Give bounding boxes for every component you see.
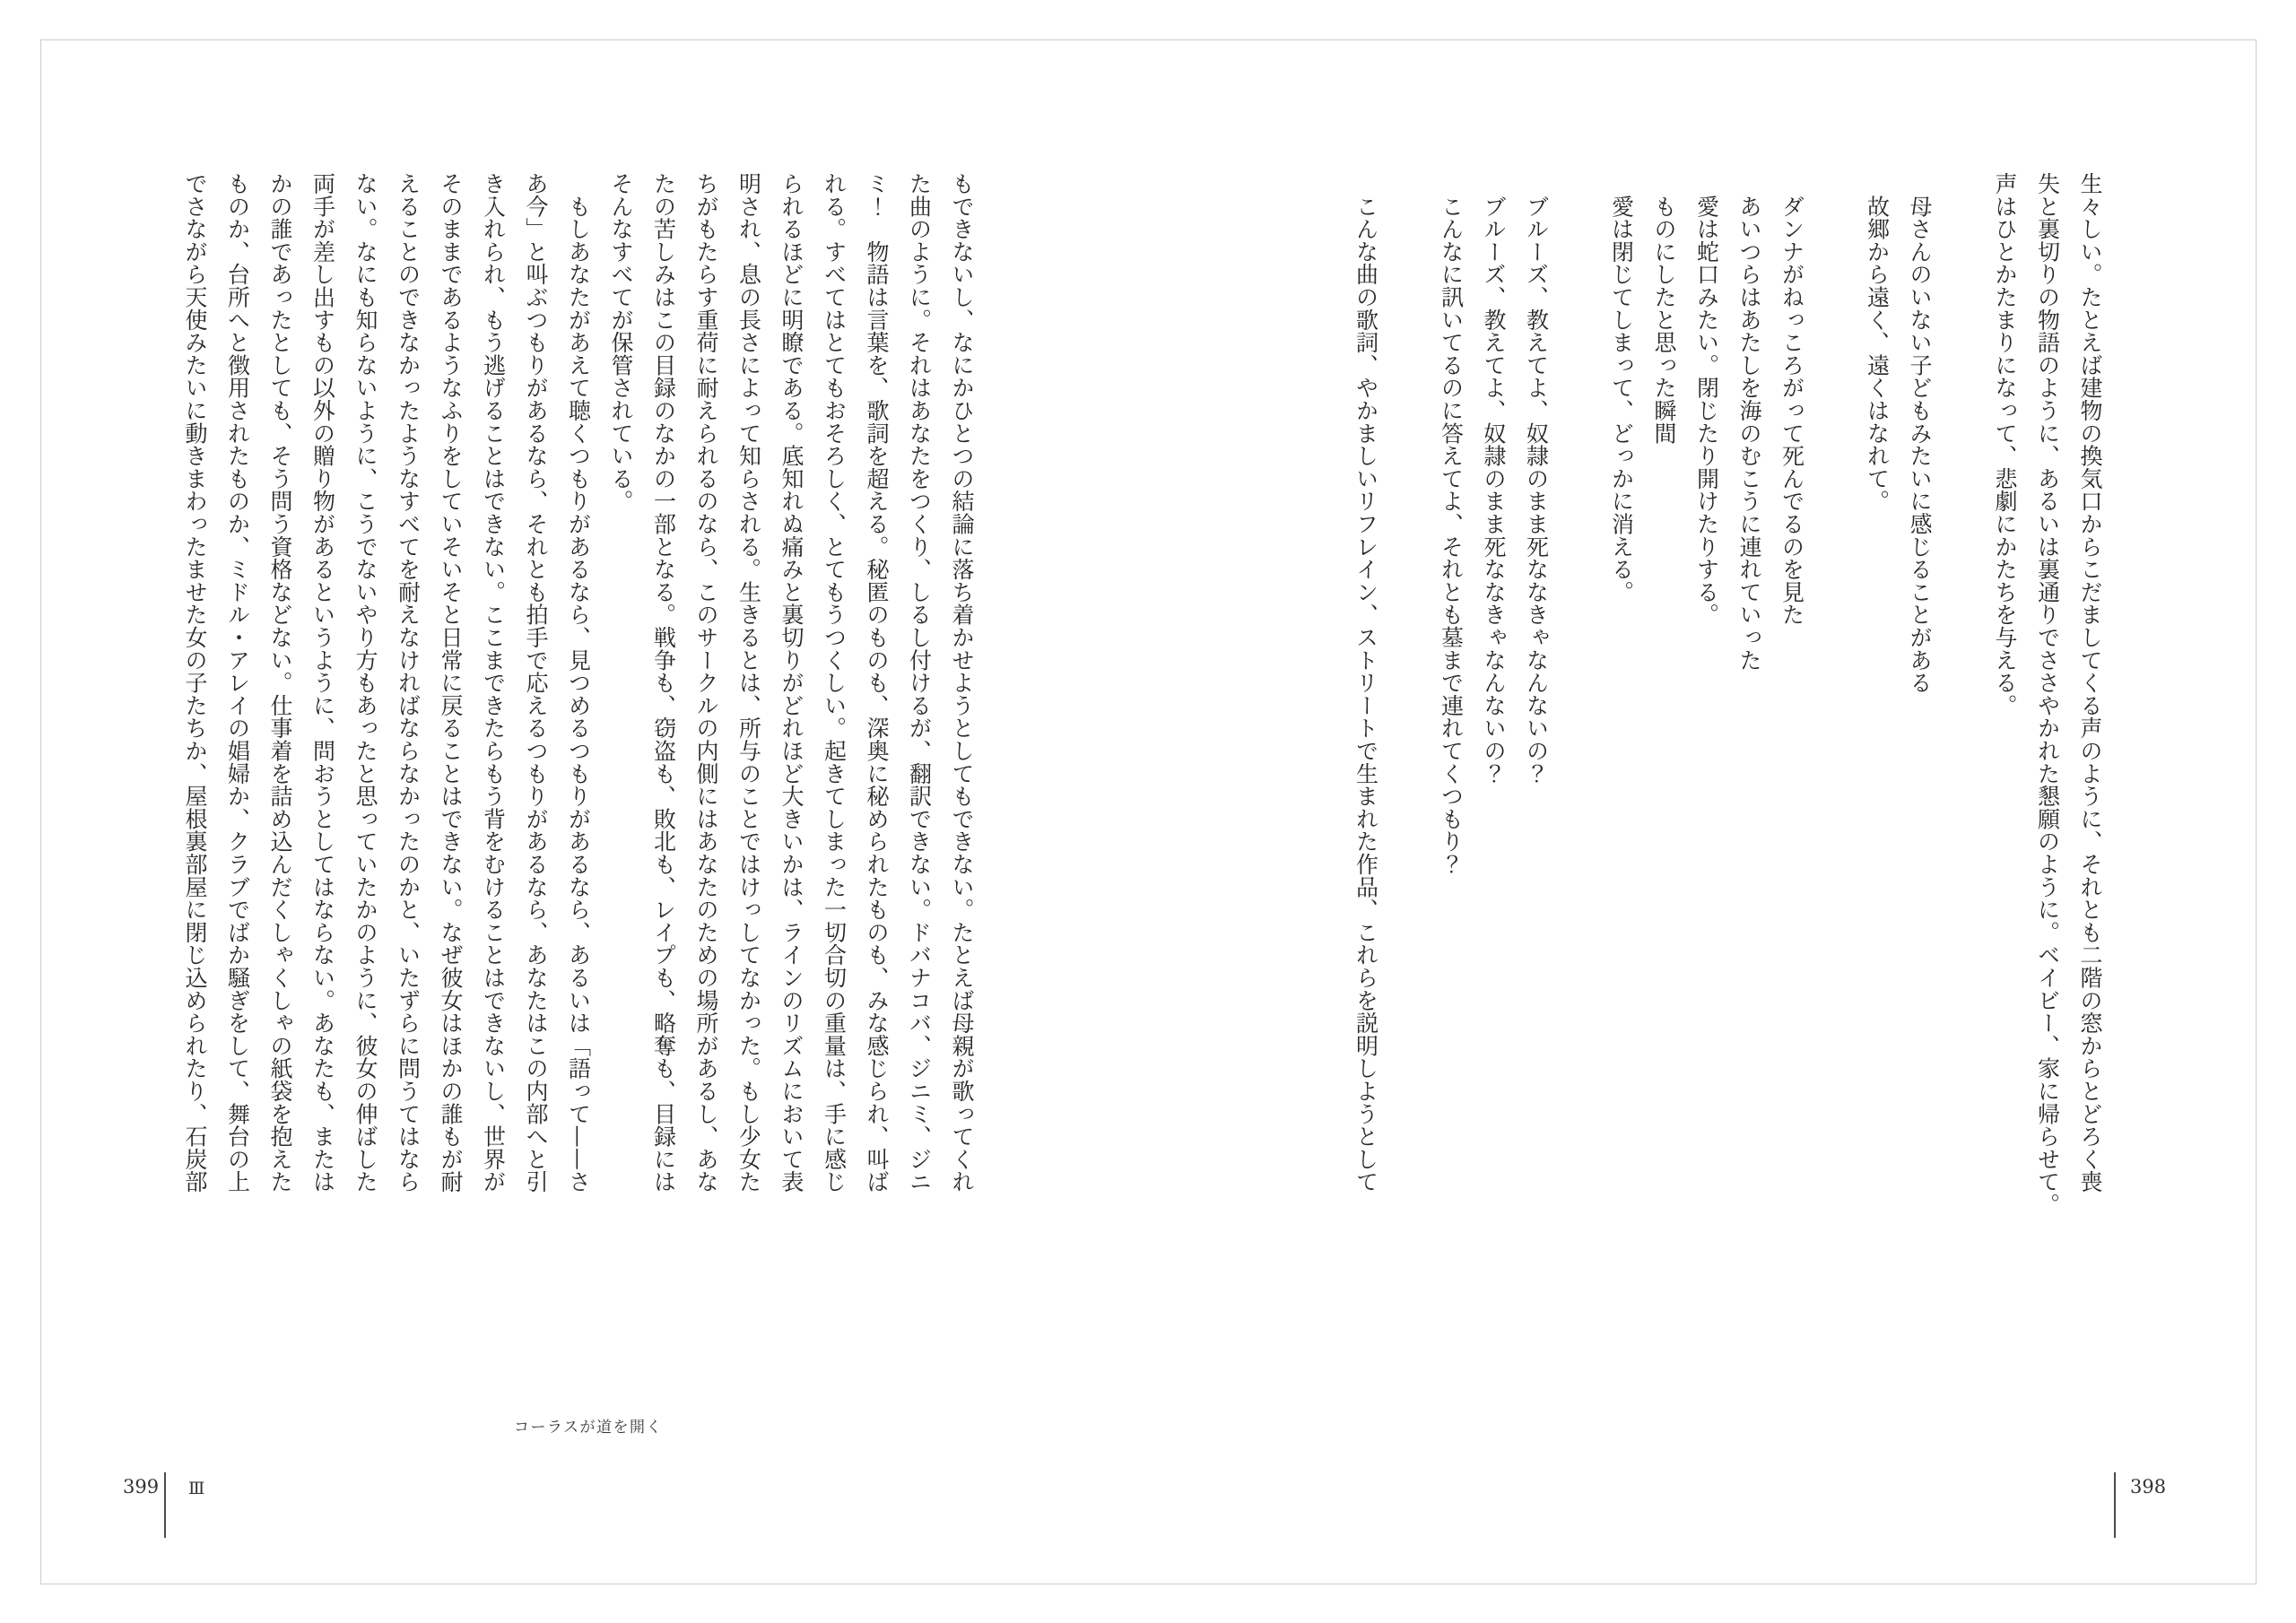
text-column: ない。なにも知らないように、こうでないやり方もあったと思っていたかのように、彼女の伸ばした: [352, 172, 378, 1193]
text-column: もしあなたがあえて聴くつもりがあるなら、見つめるつもりがあるなら、あるいは「語って——さ: [565, 172, 592, 1193]
text-column: 失と裏切りの物語のように、あるいは裏通りでささやかれた懇願のように。ベイビー、家に帰らせて。: [2034, 172, 2061, 1216]
text-column: ブルーズ、教えてよ、奴隷のまま死ななきゃなんないの？: [1481, 172, 1507, 785]
left-page-text: [174, 172, 984, 1203]
text-column: た曲のように。それはあなたをつくり、しるし付けるが、翻訳できない。ドバナコバ、ジニミ、ジニ: [906, 172, 933, 1193]
text-column: かの誰であったとしても、そう問う資格などない。仕事着を詰め込んだくしゃくしゃの紙袋を抱えた: [267, 172, 293, 1193]
text-column: たの苦しみはこの目録のなかの一部となる。戦争も、窃盗も、敗北も、レイプも、略奪も、目録には: [650, 172, 677, 1193]
text-column: ちがもたらす重荷に耐えられるのなら、このサークルの内側にはあなたのための場所があるし、あな: [693, 172, 719, 1193]
text-column: 愛は閉じてしまって、どっかに消える。: [1608, 172, 1635, 603]
text-column: あ今」と叫ぶつもりがあるなら、それとも拍手で応えるつもりがあるなら、あなたはこの内部へと引: [523, 172, 549, 1193]
text-column: こんな曲の歌詞、やかましいリフレイン、ストリートで生まれた作品、これらを説明しようとして: [1352, 172, 1379, 1193]
right-page-text: [1344, 172, 2111, 1216]
text-column: き入れられ、もう逃げることはできない。ここまできたらもう背をむけることはできないし、世界が: [480, 172, 507, 1193]
text-column: ブルーズ、教えてよ、奴隷のまま死ななきゃなんないの？: [1523, 172, 1550, 785]
running-head: コーラスが道を開く: [514, 1419, 663, 1436]
text-column: もできないし、なにかひとつの結論に落ち着かせようとしてもできない。たとえば母親が歌ってくれ: [949, 172, 975, 1193]
blank-column: [1941, 172, 1984, 1203]
text-column: れる。すべてはとてもおそろしく、とてもうつくしい。起きてしまった一切合切の重量は、手に感じ: [821, 172, 848, 1193]
footer-divider-right: [2114, 1472, 2116, 1538]
blank-column: [1558, 172, 1601, 1203]
text-column: 母さんのいない子どもみたいに感じることがある: [1907, 172, 1933, 694]
page-number-left: 399: [123, 1476, 160, 1497]
text-column: そんなすべてが保管されている。: [608, 172, 634, 513]
text-column: ミ！ 物語は言葉を、歌詞を超える。秘匿のものも、深奥に秘められたものも、みな感じられ、叫ば: [864, 172, 890, 1193]
text-column: ものか、台所へと徴用されたものか、ミドル・アレイの娼婦か、クラブでばか騒ぎをして、舞台の上: [224, 172, 251, 1193]
text-column: そのままであるようなふりをしていそいそと日常に戻ることはできない。なぜ彼女はほかの誰もが耐: [438, 172, 464, 1193]
text-column: 明され、息の長さによって知らされる。生きるとは、所与のことではけっしてなかった。もし少女た: [735, 172, 762, 1193]
text-column: 生々しい。たとえば建物の換気口からこだましてくる声のように、それとも二階の窓からとどろく喪: [2077, 172, 2103, 1193]
blank-column: [1813, 172, 1857, 1203]
text-column: でさながら天使みたいに動きまわったませた女の子たちか、屋根裏部屋に閉じ込められたり、石炭部: [182, 172, 208, 1193]
text-column: 両手が差し出すもの以外の贈り物があるというように、問おうとしてはならない。あなたも、または: [309, 172, 336, 1193]
text-column: 愛は蛇口みたい。閉じたり開けたりする。: [1693, 172, 1720, 626]
text-column: ダンナがねっころがって死んでるのを見た: [1779, 172, 1805, 626]
text-column: あいつらはあたしを海のむこうに連れていった: [1736, 172, 1762, 672]
text-column: ものにしたと思った瞬間: [1651, 172, 1677, 445]
page-number-right: 398: [2130, 1476, 2167, 1497]
footer-divider-left: [164, 1472, 166, 1538]
text-column: られるほどに明瞭である。底知れぬ痛みと裏切りがどれほど大きいかは、ラインのリズムにおいて表: [778, 172, 804, 1193]
section-numeral: Ⅲ: [188, 1479, 205, 1498]
text-column: こんなに訊いてるのに答えてよ、それとも墓まで連れてくつもり？: [1438, 172, 1465, 876]
text-column: えることのできなかったようなすべてを耐えなければならなかったのかと、いたずらに問うてはなら: [395, 172, 422, 1193]
text-column: 故郷から遠く、遠くはなれて。: [1864, 172, 1891, 513]
text-column: 声はひとかたまりになって、悲劇にかたちを与える。: [1992, 172, 2018, 717]
blank-column: [1387, 172, 1431, 1203]
